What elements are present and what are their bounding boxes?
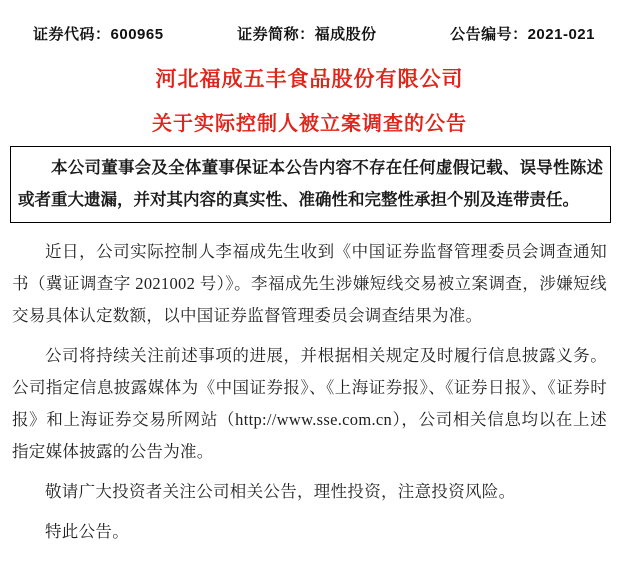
- stock-code-label: 证券代码：: [33, 26, 111, 43]
- paragraph-investigation-notice: 近日，公司实际控制人李福成先生收到《中国证券监督管理委员会调查通知书（冀证调查字 2021002 号）》。李福成先生涉嫌短线交易被立案调查，涉嫌短线交易具体认定数额，以中国证券监督管理委员会调查结果为准。: [12, 242, 607, 325]
- stock-short-name-label: 证券简称：: [237, 26, 315, 43]
- header-row: [0, 0, 619, 45]
- stock-short-name: [237, 25, 377, 45]
- stock-short-name-value: 福成股份: [314, 26, 377, 43]
- stock-code-value: 600965: [110, 26, 164, 43]
- announcement-title: 关于实际控制人被立案调查的公告: [152, 113, 467, 135]
- paragraph-closing: 特此公告。: [45, 522, 129, 541]
- announcement-number-value: 2021-021: [527, 26, 595, 43]
- announcement-number-label: 公告编号：: [450, 26, 528, 43]
- stock-code: [33, 25, 164, 45]
- paragraph-investor-reminder: 敬请广大投资者关注公司相关公告，理性投资，注意投资风险。: [45, 482, 516, 501]
- paragraph-disclosure-media: 公司将持续关注前述事项的进展，并根据相关规定及时履行信息披露义务。公司指定信息披露媒体为《中国证券报》、《上海证券报》、《证券日报》、《证券时报》和上海证券交易所网站（http://www.sse.com.cn），公司相关信息均以在上述指定媒体披露的公告为准。: [12, 346, 607, 461]
- board-statement-box: 本公司董事会及全体董事保证本公告内容不存在任何虚假记载、误导性陈述或者重大遗漏，并对其内容的真实性、准确性和完整性承担个别及连带责任。: [10, 146, 611, 223]
- company-name-title: 河北福成五丰食品股份有限公司: [155, 67, 464, 91]
- announcement-number: [450, 25, 595, 45]
